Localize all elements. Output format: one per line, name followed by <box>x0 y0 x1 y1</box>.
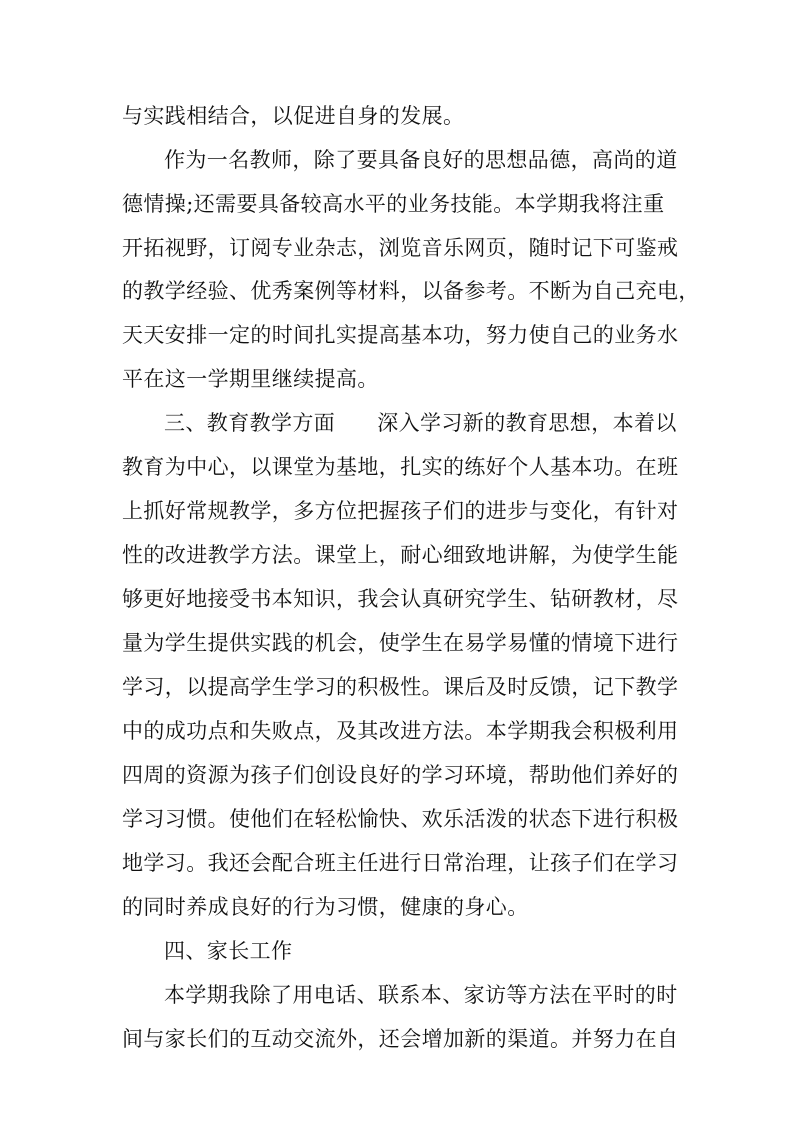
paragraph-line-6: 天天安排一定的时间扎实提高基本功，努力使自己的业务水 <box>122 323 679 347</box>
paragraph-line-20: 本学期我除了用电话、联系本、家访等方法在平时的时 <box>164 983 678 1007</box>
paragraph-line-19: 的同时养成良好的行为习惯，健康的身心。 <box>122 895 529 919</box>
paragraph-line-9: 教育为中心，以课堂为基地，扎实的练好个人基本功。在班 <box>122 455 679 479</box>
paragraph-line-18: 地学习。我还会配合班主任进行日常治理，让孩子们在学习 <box>122 851 679 875</box>
paragraph-line-5: 的教学经验、优秀案例等材料，以备参考。不断为自己充电， <box>122 279 700 303</box>
paragraph-line-2: 作为一名教师，除了要具备良好的思想品德，高尚的道 <box>164 148 678 172</box>
paragraph-line-1: 与实践相结合，以促进自身的发展。 <box>122 104 465 128</box>
paragraph-line-12: 够更好地接受书本知识，我会认真研究学生、钻研教材，尽 <box>122 587 679 611</box>
paragraph-line-14: 学习，以提高学生学习的积极性。课后及时反馈，记下教学 <box>122 675 679 699</box>
paragraph-line-4: 开拓视野，订阅专业杂志，浏览音乐网页，随时记下可鉴戒 <box>122 236 679 260</box>
paragraph-line-13: 量为学生提供实践的机会，使学生在易学易懂的情境下进行 <box>122 631 679 655</box>
paragraph-line-15: 中的成功点和失败点，及其改进方法。本学期我会积极利用 <box>122 719 679 743</box>
section-heading-teaching <box>164 403 677 443</box>
section-heading-label: 三、教育教学方面 <box>164 411 336 435</box>
paragraph-line-17: 学习习惯。使他们在轻松愉快、欢乐活泼的状态下进行积极 <box>122 807 679 831</box>
paragraph-line-16: 四周的资源为孩子们创设良好的学习环境，帮助他们养好的 <box>122 763 679 787</box>
paragraph-line-8: 深入学习新的教育思想，本着以 <box>377 411 677 435</box>
paragraph-line-11: 性的改进教学方法。课堂上，耐心细致地讲解，为使学生能 <box>122 543 679 567</box>
paragraph-line-3: 德情操;还需要具备较高水平的业务技能。本学期我将注重 <box>122 192 665 216</box>
section-heading-parents: 四、家长工作 <box>164 939 293 963</box>
paragraph-line-10: 上抓好常规教学，多方位把握孩子们的进步与变化，有针对 <box>122 499 679 523</box>
paragraph-line-21: 间与家长们的互动交流外，还会增加新的渠道。并努力在自 <box>122 1027 679 1051</box>
paragraph-line-7: 平在这一学期里继续提高。 <box>122 367 379 391</box>
